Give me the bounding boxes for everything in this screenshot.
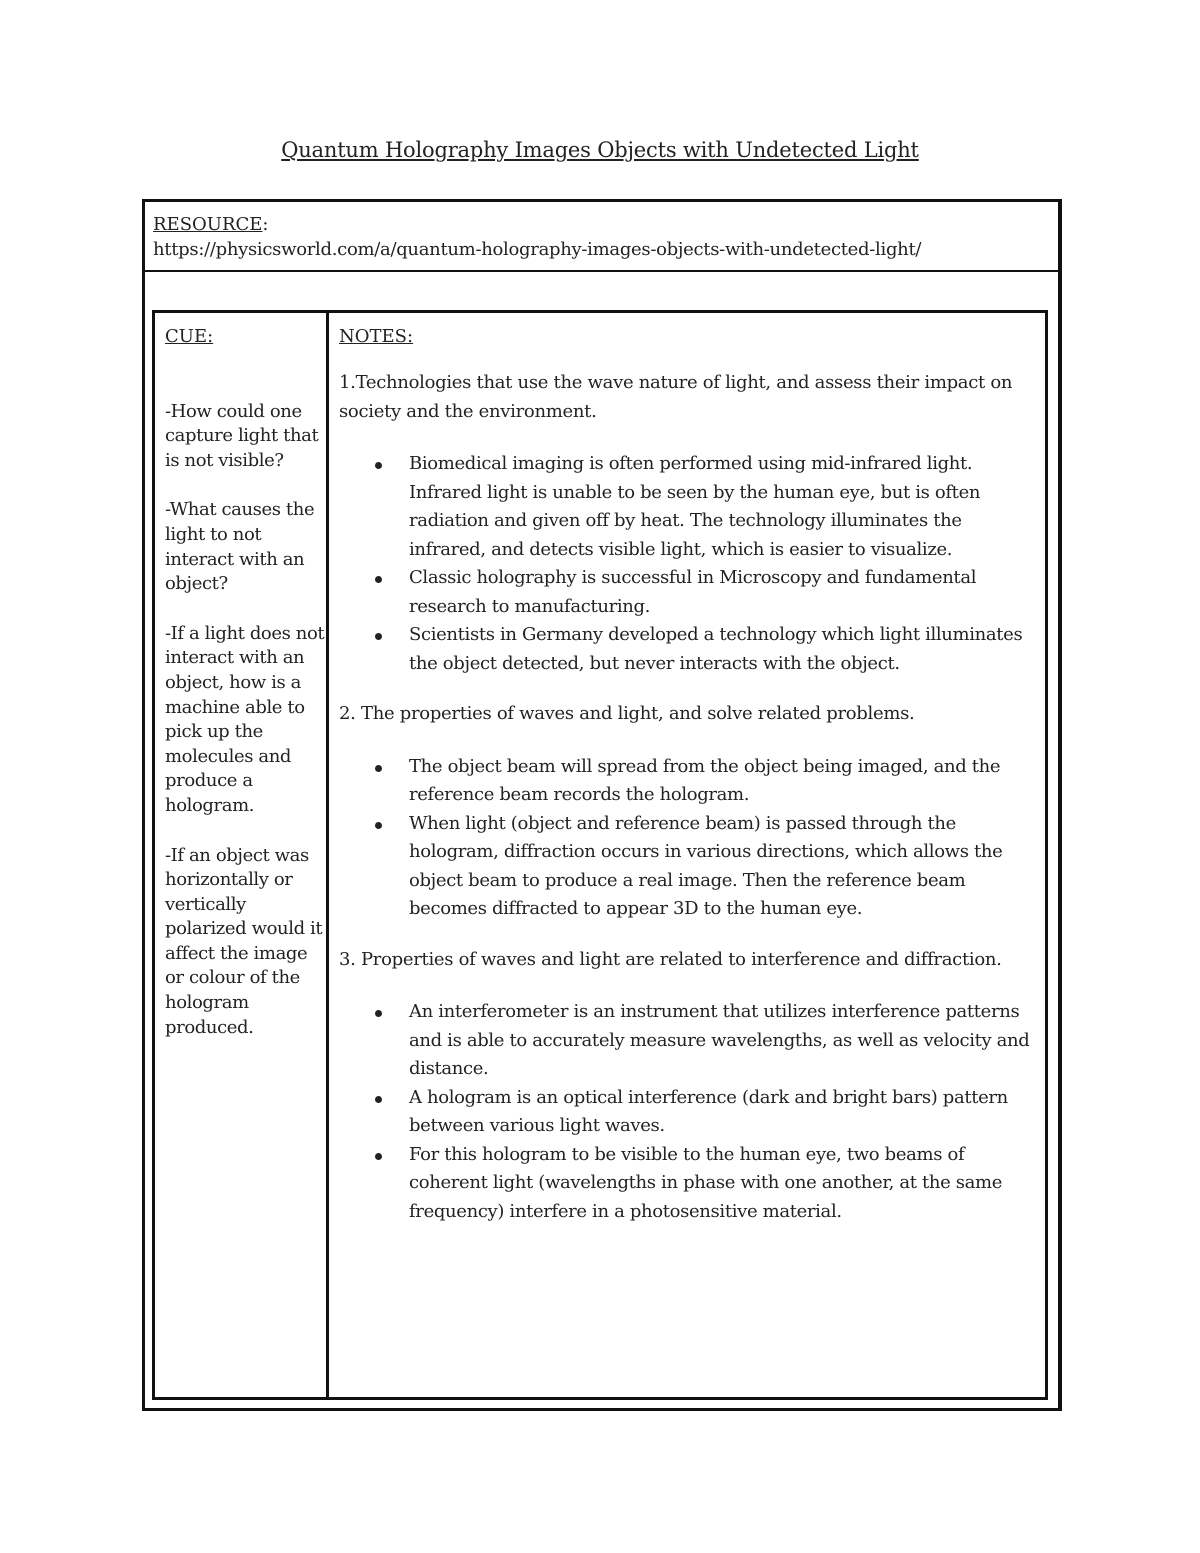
cue-heading: CUE:: [165, 326, 214, 347]
bullet-icon: [375, 633, 382, 640]
cue-question: -How could one capture light that is not visible?: [165, 400, 319, 471]
resource-url[interactable]: https://physicsworld.com/a/quantum-holography-images-objects-with-undetected-light/: [153, 239, 922, 260]
bullet-icon: [375, 822, 382, 829]
notes-bullet-list: [339, 753, 1037, 924]
list-item: [409, 1141, 1037, 1227]
resource-label-colon: :: [262, 214, 269, 235]
bullet-text: A hologram is an optical interference (dark and bright bars) pattern between various light waves.: [409, 1086, 1008, 1136]
bullet-text: Classic holography is successful in Microscopy and fundamental research to manufacturing.: [409, 567, 977, 617]
notes-heading: NOTES:: [339, 326, 414, 347]
list-item: [409, 621, 1037, 678]
bullet-text: Scientists in Germany developed a technology which light illuminates the object detected, but never interacts with the object.: [409, 624, 1023, 674]
bullet-text: For this hologram to be visible to the human eye, two beams of coherent light (wavelengths in phase with one another, at the same frequency) interfere in a photosensitive material.: [409, 1143, 1003, 1222]
list-item: [409, 450, 1037, 564]
cue-question: -If a light does not interact with an object, how is a machine able to pick up the molecules and produce a hologram.: [165, 622, 325, 816]
resource-label-line: [153, 212, 1058, 237]
notes-column: [329, 313, 1045, 1397]
notes-section-title: 1.Technologies that use the wave nature of light, and assess their impact on society and the environment.: [339, 372, 1013, 422]
bullet-icon: [375, 462, 382, 469]
list-item: [409, 564, 1037, 621]
bullet-text: Biomedical imaging is often performed using mid-infrared light. Infrared light is unable to be seen by the human eye, but is often radiation and given off by heat. The technology illuminates the infrared, and detects visible light, which is easier to visualize.: [409, 453, 981, 560]
bullet-icon: [375, 1010, 382, 1017]
cue-question: -If an object was horizontally or vertically polarized would it affect the image or colour of the hologram produced.: [165, 844, 323, 1038]
bullet-icon: [375, 1153, 382, 1160]
bullet-icon: [375, 765, 382, 772]
notes-section-title: 3. Properties of waves and light are related to interference and diffraction.: [339, 948, 1002, 970]
bullet-icon: [375, 576, 382, 583]
resource-row: [145, 202, 1058, 272]
bullet-icon: [375, 1096, 382, 1103]
notes-table: [142, 199, 1062, 1411]
list-item: [409, 1084, 1037, 1141]
cornell-notes-grid: [152, 310, 1048, 1400]
notes-bullet-list: [339, 998, 1037, 1226]
notes-bullet-list: [339, 450, 1037, 678]
cue-column: [155, 313, 329, 1397]
list-item: [409, 753, 1037, 810]
cue-question: -What causes the light to not interact with an object?: [165, 499, 315, 595]
bullet-text: An interferometer is an instrument that utilizes interference patterns and is able to accurately measure wavelengths, as well as velocity and distance.: [409, 1001, 1030, 1079]
notes-section-title: 2. The properties of waves and light, and solve related problems.: [339, 703, 915, 724]
list-item: [409, 998, 1037, 1084]
list-item: [409, 810, 1037, 924]
document-title: Quantum Holography Images Objects with Undetected Light: [281, 138, 919, 162]
bullet-text: The object beam will spread from the object being imaged, and the reference beam records the hologram.: [409, 755, 1001, 805]
resource-label: RESOURCE: [153, 214, 263, 235]
bullet-text: When light (object and reference beam) is passed through the hologram, diffraction occurs in various directions, which allows the object beam to produce a real image. Then the reference beam becomes diffracted to appear 3D to the human eye.: [409, 812, 1003, 919]
